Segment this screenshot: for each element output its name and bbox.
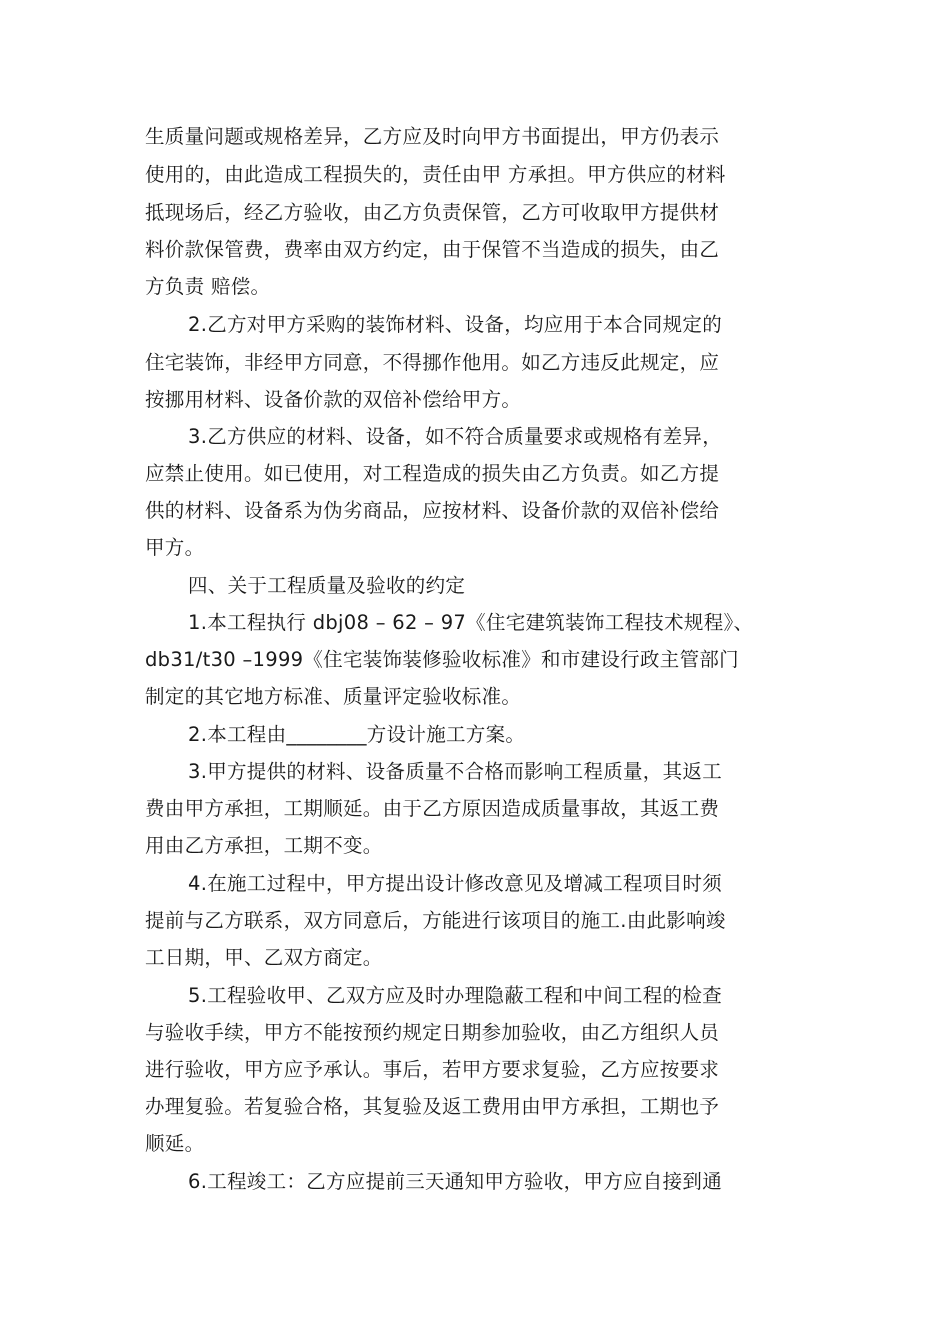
clause-1-text: 1.本工程执行 dbj08 – 62 – 97《住宅建筑装饰工程技术规程》、 — [188, 611, 754, 634]
body-text-line: 进行验收，甲方应予承认。事后，若甲方要求复验，乙方应按要求 — [145, 1058, 720, 1081]
body-text-line: 生质量问题或规格差异，乙方应及时向甲方书面提出，甲方仍表示 — [145, 125, 720, 148]
clause-3-text: 3.乙方供应的材料、设备，如不符合质量要求或规格有差异， — [188, 425, 723, 448]
body-text-line: 费由甲方承担，工期顺延。由于乙方原因造成质量事故，其返工费 — [145, 797, 720, 820]
clause-4-text: 4.在施工过程中，甲方提出设计修改意见及增减工程项目时须 — [188, 872, 723, 895]
section-heading: 四、关于工程质量及验收的约定 — [188, 574, 466, 597]
body-text-line: 与验收手续，甲方不能按预约规定日期参加验收，由乙方组织人员 — [145, 1021, 720, 1044]
body-text-line: 抵现场后，经乙方验收，由乙方负责保管，乙方可收取甲方提供材 — [145, 201, 720, 224]
body-text-line: 按挪用材料、设备价款的双倍补偿给甲方。 — [145, 388, 522, 411]
body-text-line: 顺延。 — [145, 1132, 205, 1155]
body-text-line: 应禁止使用。如已使用，对工程造成的损失由乙方负责。如乙方提 — [145, 462, 720, 485]
body-text-line: 方负责 赔偿。 — [145, 275, 271, 298]
clause-5-text: 5.工程验收甲、乙双方应及时办理隐蔽工程和中间工程的检查 — [188, 984, 723, 1007]
body-text-line: 制定的其它地方标准、质量评定验收标准。 — [145, 685, 522, 708]
body-text-line: 料价款保管费，费率由双方约定，由于保管不当造成的损失，由乙 — [145, 238, 720, 261]
clause-2-text: 2.乙方对甲方采购的装饰材料、设备，均应用于本合同规定的 — [188, 313, 723, 336]
body-text-line: 住宅装饰，非经甲方同意，不得挪作他用。如乙方违反此规定，应 — [145, 351, 720, 374]
body-text-line: 供的材料、设备系为伪劣商品，应按材料、设备价款的双倍补偿给 — [145, 499, 720, 522]
body-text-line: 使用的，由此造成工程损失的，责任由甲 方承担。甲方供应的材料 — [145, 163, 726, 186]
body-text-line: 提前与乙方联系，双方同意后，方能进行该项目的施工.由此影响竣 — [145, 909, 726, 932]
body-text-line: 用由乙方承担，工期不变。 — [145, 834, 383, 857]
clause-3-text: 3.甲方提供的材料、设备质量不合格而影响工程质量，其返工 — [188, 760, 723, 783]
body-text-line: db31/t30 –1999《住宅装饰装修验收标准》和市建设行政主管部门 — [145, 648, 739, 671]
body-text-line: 工日期，甲、乙双方商定。 — [145, 946, 383, 969]
clause-2-text: 2.本工程由________方设计施工方案。 — [188, 723, 526, 746]
clause-6-text: 6.工程竣工：乙方应提前三天通知甲方验收，甲方应自接到通 — [188, 1170, 723, 1193]
body-text-line: 办理复验。若复验合格，其复验及返工费用由甲方承担，工期也予 — [145, 1095, 720, 1118]
body-text-line: 甲方。 — [145, 536, 205, 559]
